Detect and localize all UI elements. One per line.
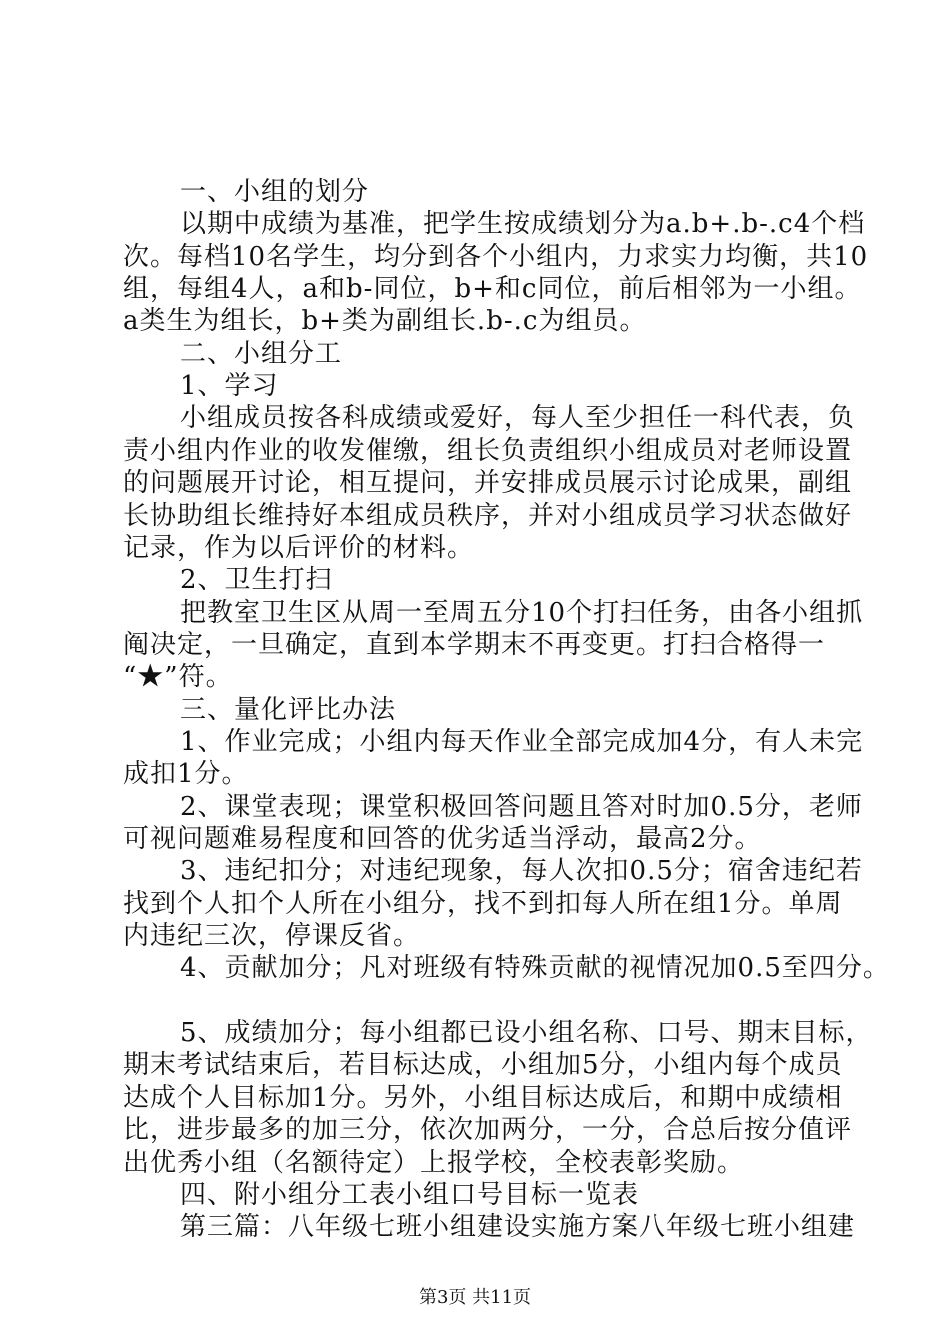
text-line: 5、成绩加分；每小组都已设小组名称、口号、期末目标， [180,1018,873,1049]
text-line: 长协助组长维持好本组成员秩序，并对小组成员学习状态做好 [123,500,853,531]
text-line: 第三篇：八年级七班小组建设实施方案八年级七班小组建 [180,1212,856,1243]
text-line: 2、课堂表现；课堂积极回答问题且答对时加0.5分，老师 [180,791,863,822]
text-line: 一、小组的划分 [180,177,370,207]
text-line: 阄决定，一旦确定，直到本学期末不再变更。打扫合格得一 [123,629,826,660]
text-line: 出优秀小组（名额待定）上报学校，全校表彰奖励。 [123,1147,745,1178]
text-line: 2、卫生打扫 [180,565,333,596]
text-line: 次。每档10名学生，均分到各个小组内，力求实力均衡，共10 [123,241,869,272]
text-line: 找到个人扣个人所在小组分，找不到扣每人所在组1分。单周 [123,888,843,919]
page-footer: 第3页 共11页 [418,1287,532,1308]
text-line: 小组成员按各科成绩或爱好，每人至少担任一科代表，负 [180,403,856,434]
text-line: 组，每组4人，a和b-同位，b+和c同位，前后相邻为一小组。 [123,274,862,305]
text-line: 的问题展开讨论，相互提问，并安排成员展示讨论成果，副组 [123,468,853,499]
text-line: 1、作业完成；小组内每天作业全部完成加4分，有人未完 [180,726,864,757]
text-line: “★”符。 [123,662,233,693]
text-line: a类生为组长，b+类为副组长.b-.c为组员。 [123,306,647,337]
text-line: 期末考试结束后，若目标达成，小组加5分，小组内每个成员 [123,1050,843,1081]
text-line: 3、违纪扣分；对违纪现象，每人次扣0.5分；宿舍违纪若 [180,856,863,887]
text-line: 三、量化评比办法 [180,694,397,725]
text-line: 4、贡献加分；凡对班级有特殊贡献的视情况加0.5至四分。 [180,953,890,984]
text-line: 以期中成绩为基准，把学生按成绩划分为a.b+.b-.c4个档 [180,209,866,240]
text-line: 记录，作为以后评价的材料。 [123,532,475,563]
text-line: 成扣1分。 [123,759,249,790]
text-line: 四、附小组分工表小组口号目标一览表 [180,1179,640,1210]
text-line: 二、小组分工 [180,338,343,369]
text-line: 内违纪三次，停课反省。 [123,921,421,952]
text-line: 责小组内作业的收发催缴，组长负责组织小组成员对老师设置 [123,435,853,466]
text-line: 1、学习 [180,371,279,402]
text-line: 达成个人目标加1分。另外，小组目标达成后，和期中成绩相 [123,1082,843,1113]
text-line: 把教室卫生区从周一至周五分10个打扫任务，由各小组抓 [180,597,864,628]
text-line: 比，进步最多的加三分，依次加两分，一分，合总后按分值评 [123,1115,853,1146]
text-line: 可视问题难易程度和回答的优劣适当浮动，最高2分。 [123,824,762,854]
